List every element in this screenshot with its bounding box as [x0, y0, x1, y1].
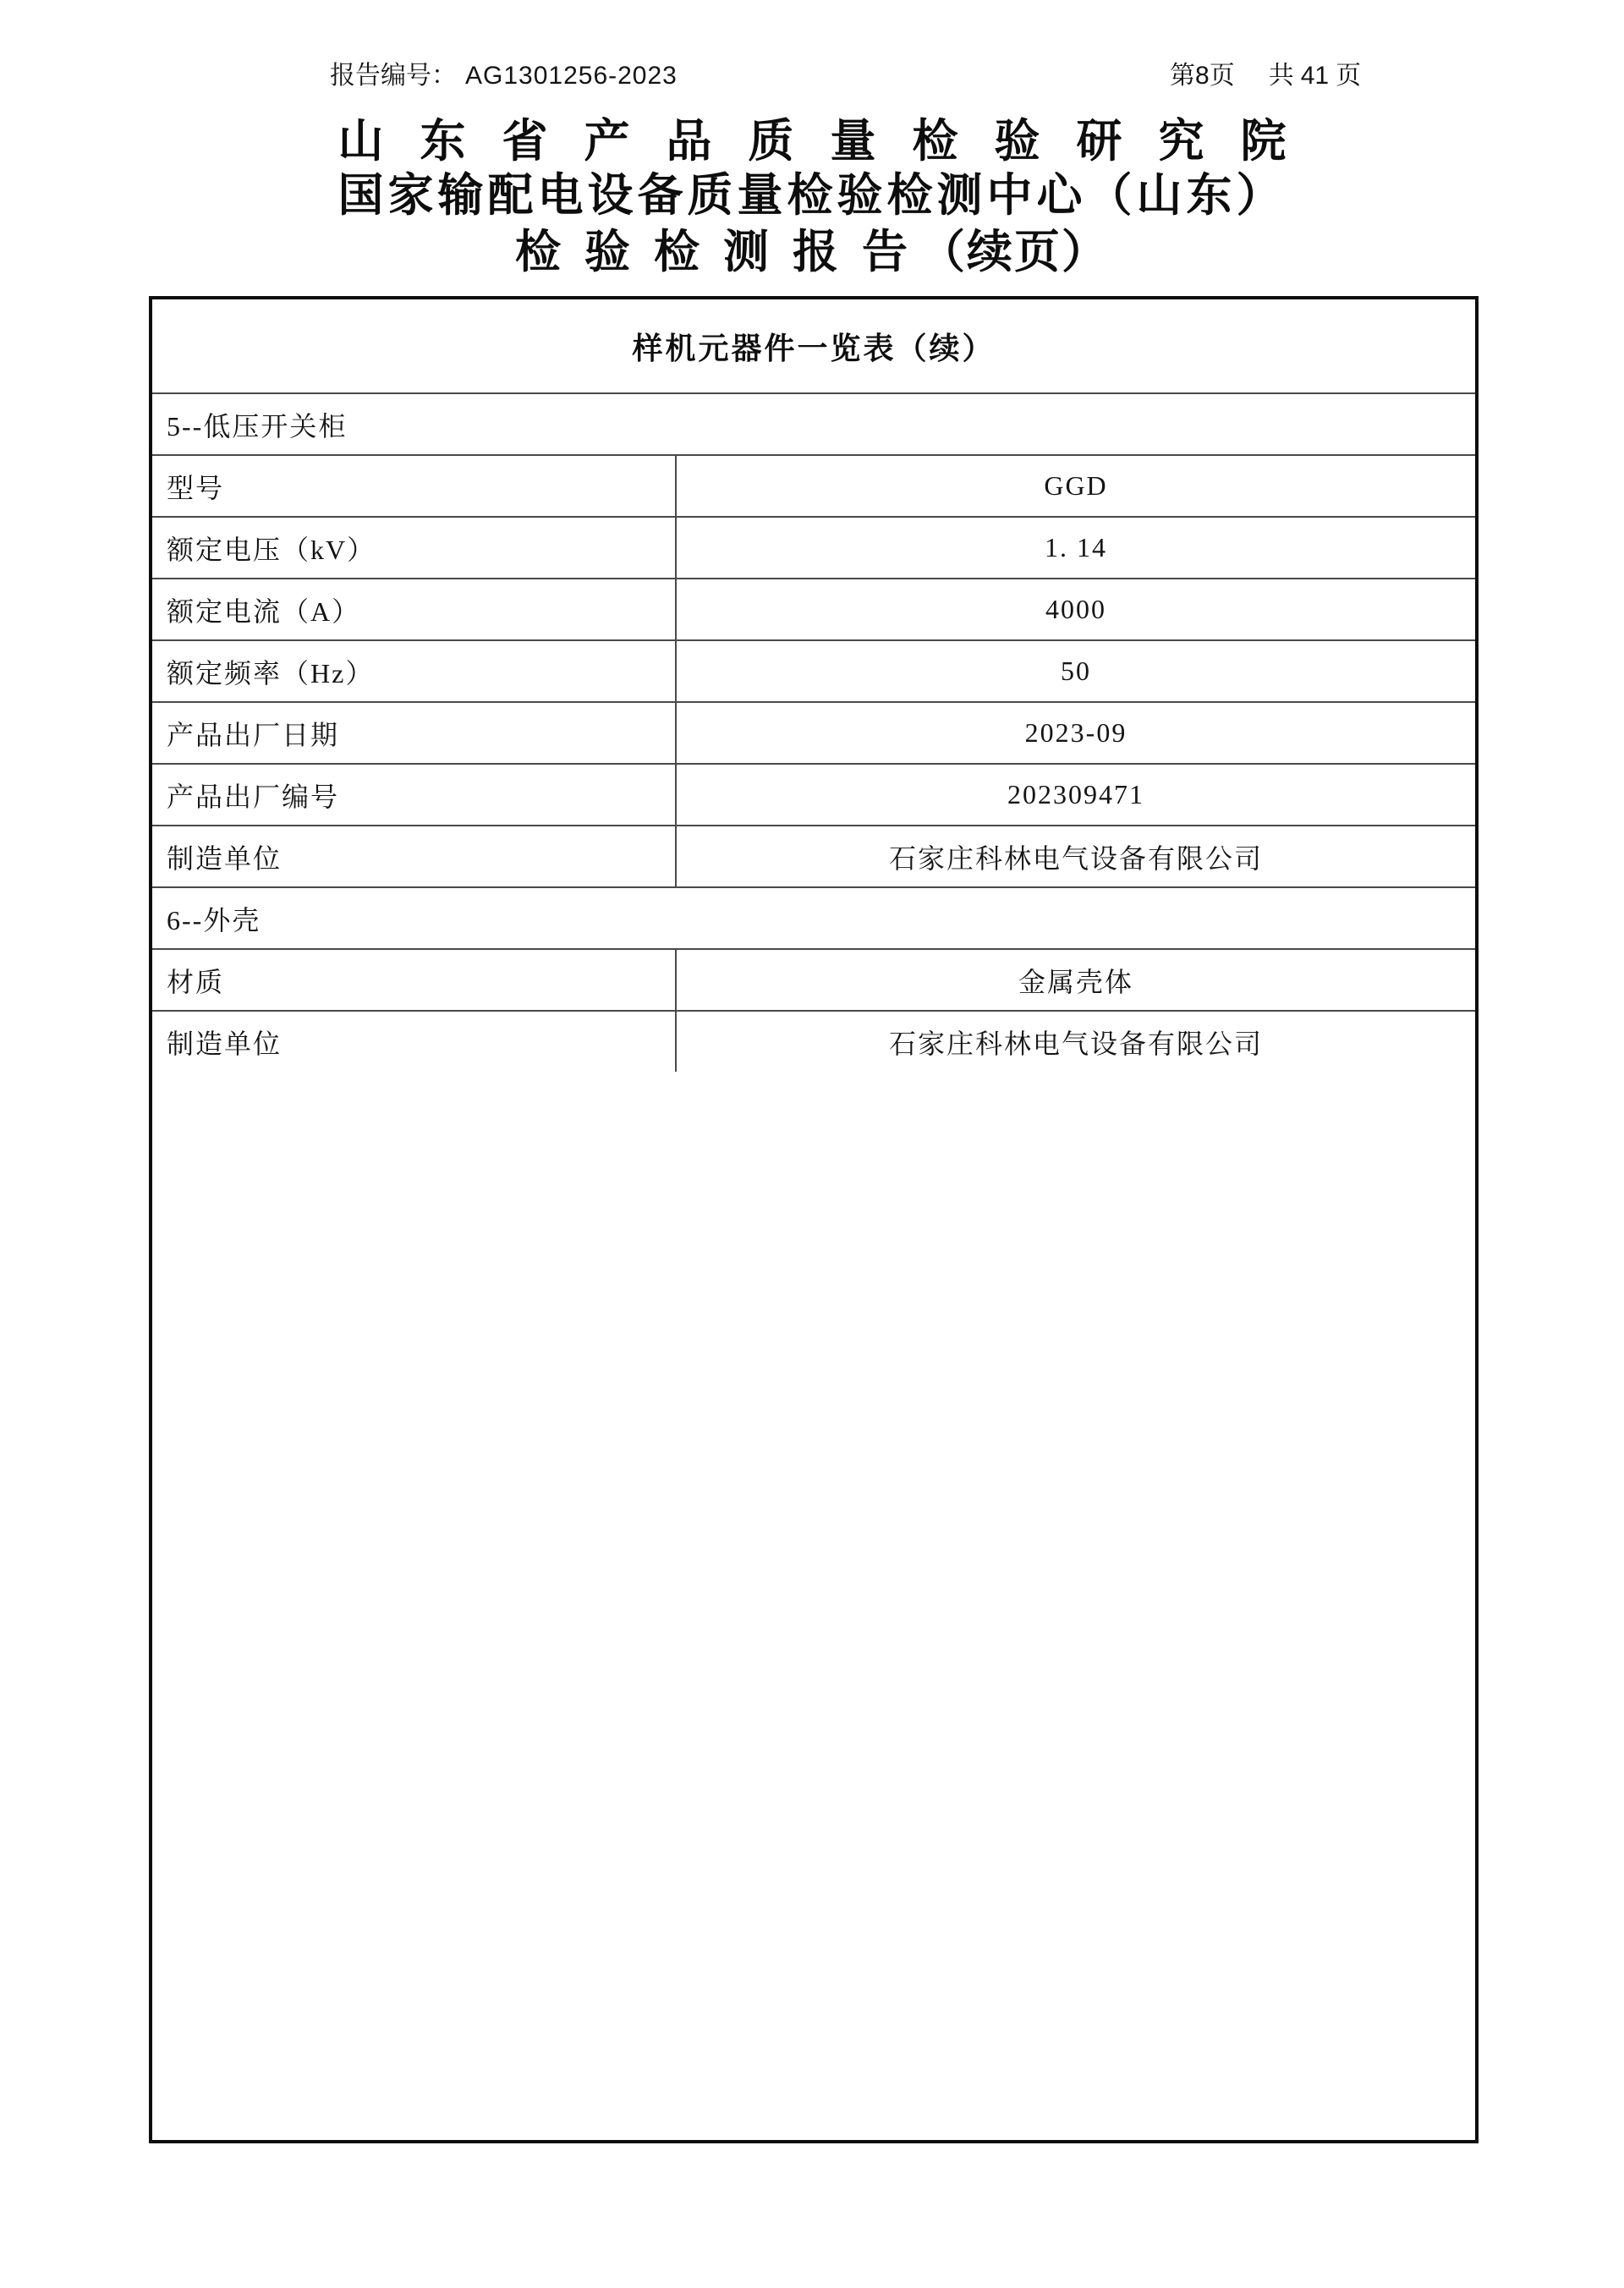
table-title: 样机元器件一览表（续） — [632, 330, 996, 365]
row-value: 石家庄科林电气设备有限公司 — [888, 842, 1263, 874]
row-label: 制造单位 — [152, 826, 677, 886]
table-row-material — [152, 948, 1475, 1010]
row-label: 额定电流（A） — [152, 579, 677, 639]
row-value: 202309471 — [1007, 779, 1144, 809]
org-title-line1: 山东省产品质量检验研究院 — [337, 116, 1323, 167]
row-label: 材质 — [152, 950, 677, 1010]
table-row-model — [152, 454, 1475, 516]
row-label: 制造单位 — [152, 1012, 677, 1072]
row-label: 额定电压（kV） — [152, 518, 677, 578]
report-number-label: 报告编号： — [330, 62, 457, 90]
table-section-row-lv-switchgear — [152, 392, 1475, 454]
row-value: GGD — [1044, 470, 1108, 501]
page-total-suffix: 页 — [1336, 62, 1362, 90]
report-title-line — [0, 225, 1624, 279]
report-title-main: 检验检测报告 — [515, 227, 931, 277]
page-current-prefix: 第 — [1170, 62, 1195, 90]
row-value: 石家庄科林电气设备有限公司 — [888, 1028, 1263, 1059]
row-label: 型号 — [152, 456, 677, 516]
row-label: 产品出厂日期 — [152, 703, 677, 763]
row-value: 2023-09 — [1024, 717, 1127, 748]
report-number-value: AG1301256-2023 — [465, 62, 678, 90]
row-value: 1. 14 — [1045, 532, 1107, 562]
page-current-number: 8 — [1195, 62, 1210, 90]
section-label: 6--外壳 — [167, 904, 261, 936]
page-total-number: 41 — [1300, 62, 1330, 90]
row-value: 金属壳体 — [1018, 966, 1133, 997]
table-row-rated-voltage — [152, 516, 1475, 578]
org-title-line2: 国家输配电设备质量检验检测中心（山东） — [337, 170, 1287, 221]
row-label: 额定频率（Hz） — [152, 641, 677, 701]
table-row-serial-number — [152, 763, 1475, 825]
component-list-table — [149, 296, 1479, 2143]
table-row-manufacturer-1 — [152, 825, 1475, 886]
table-row-manufacturer-2 — [152, 1010, 1475, 1072]
section-label: 5--低压开关柜 — [167, 410, 348, 442]
table-section-row-enclosure — [152, 886, 1475, 948]
page-indicator — [1170, 61, 1361, 91]
report-title-suffix: （续页） — [919, 227, 1109, 277]
page-total-prefix: 共 — [1268, 62, 1294, 90]
table-row-rated-current — [152, 578, 1475, 639]
row-value: 50 — [1061, 656, 1091, 686]
row-label: 产品出厂编号 — [152, 765, 677, 825]
table-row-manufacture-date — [152, 701, 1475, 763]
row-value: 4000 — [1045, 594, 1106, 624]
report-number-line — [330, 61, 678, 91]
page-current-suffix: 页 — [1209, 62, 1235, 90]
table-row-rated-frequency — [152, 639, 1475, 701]
